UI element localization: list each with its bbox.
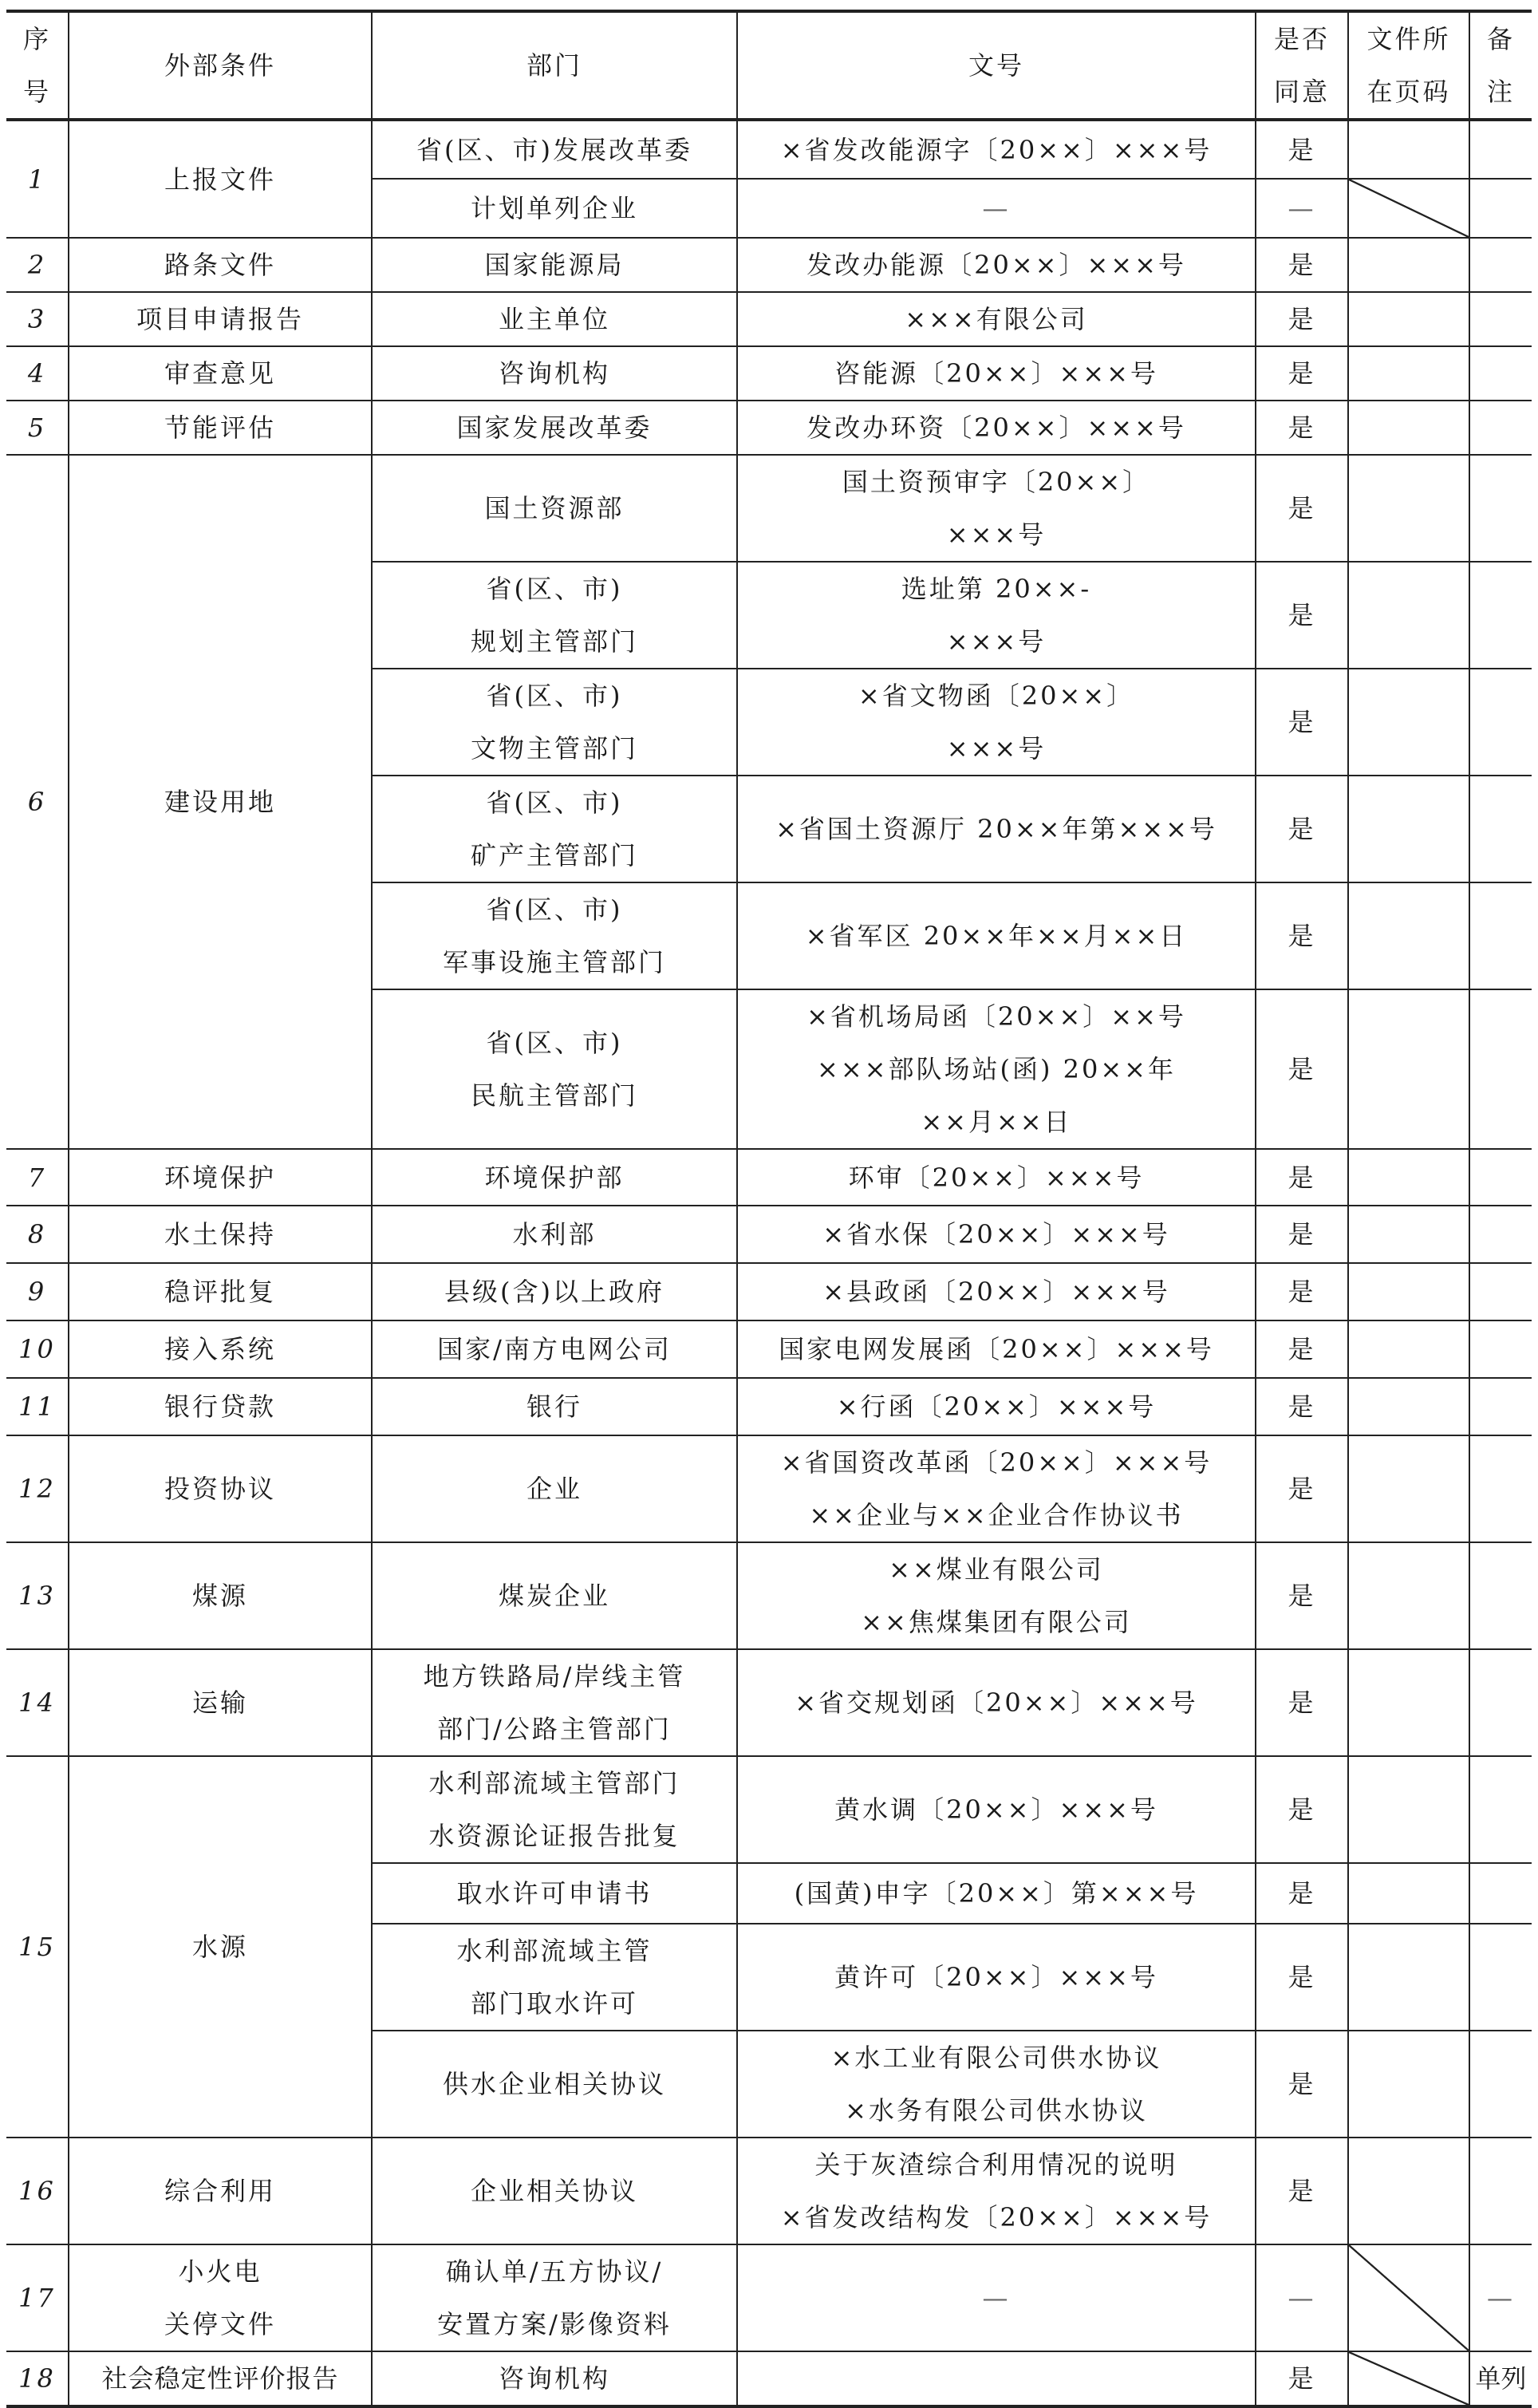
page-number-diagonal [1348, 2244, 1469, 2351]
header-remarks: 备注 [1469, 11, 1532, 120]
agreed: 是 [1256, 1435, 1348, 1542]
external-condition: 建设用地 [69, 455, 372, 1149]
remarks [1469, 1435, 1532, 1542]
table-row [6, 292, 1532, 346]
external-condition: 煤源 [69, 1542, 372, 1649]
agreed: 是 [1256, 1320, 1348, 1378]
external-condition: 水源 [69, 1756, 372, 2138]
table-row [6, 1435, 1532, 1542]
agreed: 是 [1256, 401, 1348, 455]
agreed: 是 [1256, 238, 1348, 292]
document-number: ×省交规划函〔20××〕×××号 [737, 1649, 1256, 1756]
remarks [1469, 562, 1532, 669]
page-number [1348, 120, 1469, 179]
agreed: 是 [1256, 989, 1348, 1149]
page-number [1348, 2031, 1469, 2138]
external-condition: 运输 [69, 1649, 372, 1756]
remarks [1469, 1756, 1532, 1863]
agreed: 是 [1256, 1263, 1348, 1320]
document-number: 发改办能源〔20××〕×××号 [737, 238, 1256, 292]
document-number: 国家电网发展函〔20××〕×××号 [737, 1320, 1256, 1378]
document-number: — [737, 179, 1256, 238]
document-number: ×县政函〔20××〕×××号 [737, 1263, 1256, 1320]
table-row [6, 1320, 1532, 1378]
row-index: 1 [6, 120, 69, 238]
page-number [1348, 1149, 1469, 1206]
external-condition: 路条文件 [69, 238, 372, 292]
document-number: ×省发改能源字〔20××〕×××号 [737, 120, 1256, 179]
external-condition: 小火电 关停文件 [69, 2244, 372, 2351]
remarks: 单列 [1469, 2351, 1532, 2406]
remarks [1469, 1206, 1532, 1263]
agreed: — [1256, 179, 1348, 238]
page-number-diagonal [1348, 179, 1469, 238]
department: 省(区、市)发展改革委 [372, 120, 737, 179]
row-index: 12 [6, 1435, 69, 1542]
remarks [1469, 1263, 1532, 1320]
document-number: — [737, 2244, 1256, 2351]
header-row [6, 11, 1532, 120]
department: 国家能源局 [372, 238, 737, 292]
department: 省(区、市) 文物主管部门 [372, 669, 737, 776]
row-index: 11 [6, 1378, 69, 1435]
remarks [1469, 292, 1532, 346]
department: 水利部流域主管部门 水资源论证报告批复 [372, 1756, 737, 1863]
agreed: 是 [1256, 1756, 1348, 1863]
document-number: ××煤业有限公司 ××焦煤集团有限公司 [737, 1542, 1256, 1649]
document-number: ×省军区 20××年××月××日 [737, 882, 1256, 989]
document-number: ×××有限公司 [737, 292, 1256, 346]
external-condition: 环境保护 [69, 1149, 372, 1206]
external-condition: 综合利用 [69, 2138, 372, 2244]
department: 省(区、市) 规划主管部门 [372, 562, 737, 669]
page-number [1348, 292, 1469, 346]
agreed: 是 [1256, 346, 1348, 401]
agreed: 是 [1256, 292, 1348, 346]
department: 国家发展改革委 [372, 401, 737, 455]
document-number: 发改办环资〔20××〕×××号 [737, 401, 1256, 455]
agreed: 是 [1256, 1206, 1348, 1263]
remarks [1469, 455, 1532, 562]
department: 确认单/五方协议/ 安置方案/影像资料 [372, 2244, 737, 2351]
agreed: 是 [1256, 2138, 1348, 2244]
row-index: 17 [6, 2244, 69, 2351]
page-number [1348, 669, 1469, 776]
page-number-diagonal [1348, 2351, 1469, 2406]
document-number [737, 2351, 1256, 2406]
department: 地方铁路局/岸线主管 部门/公路主管部门 [372, 1649, 737, 1756]
row-index: 15 [6, 1756, 69, 2138]
remarks [1469, 179, 1532, 238]
remarks [1469, 989, 1532, 1149]
agreed: 是 [1256, 120, 1348, 179]
page-number [1348, 989, 1469, 1149]
page-number [1348, 1924, 1469, 2031]
row-index: 6 [6, 455, 69, 1149]
external-condition: 项目申请报告 [69, 292, 372, 346]
table-row [6, 238, 1532, 292]
row-index: 18 [6, 2351, 69, 2406]
document-number: ×省文物函〔20××〕 ×××号 [737, 669, 1256, 776]
header-agreed: 是否 同意 [1256, 11, 1348, 120]
row-index: 9 [6, 1263, 69, 1320]
remarks [1469, 238, 1532, 292]
external-condition: 银行贷款 [69, 1378, 372, 1435]
document-number: 环审〔20××〕×××号 [737, 1149, 1256, 1206]
page-number [1348, 1649, 1469, 1756]
row-index: 13 [6, 1542, 69, 1649]
row-index: 7 [6, 1149, 69, 1206]
remarks [1469, 1542, 1532, 1649]
table-row [6, 120, 1532, 179]
header-page-number: 文件所 在页码 [1348, 11, 1469, 120]
department: 计划单列企业 [372, 179, 737, 238]
page-number [1348, 1542, 1469, 1649]
department: 银行 [372, 1378, 737, 1435]
department: 企业 [372, 1435, 737, 1542]
agreed: 是 [1256, 2031, 1348, 2138]
row-index: 10 [6, 1320, 69, 1378]
table-row [6, 1263, 1532, 1320]
table-row [6, 1149, 1532, 1206]
table-row [6, 1378, 1532, 1435]
table-row [6, 401, 1532, 455]
row-index: 2 [6, 238, 69, 292]
page-number [1348, 776, 1469, 882]
department: 水利部流域主管 部门取水许可 [372, 1924, 737, 2031]
remarks [1469, 882, 1532, 989]
page-number [1348, 2138, 1469, 2244]
agreed: 是 [1256, 882, 1348, 989]
page-number [1348, 882, 1469, 989]
document-page [6, 10, 1532, 2408]
external-condition: 上报文件 [69, 120, 372, 238]
external-condition: 接入系统 [69, 1320, 372, 1378]
document-number: 关于灰渣综合利用情况的说明 ×省发改结构发〔20××〕×××号 [737, 2138, 1256, 2244]
document-number: ×省机场局函〔20××〕××号 ×××部队场站(函) 20××年 ××月××日 [737, 989, 1256, 1149]
department: 国家/南方电网公司 [372, 1320, 737, 1378]
department: 国土资源部 [372, 455, 737, 562]
document-number: ×行函〔20××〕×××号 [737, 1378, 1256, 1435]
department: 取水许可申请书 [372, 1863, 737, 1924]
page-number [1348, 562, 1469, 669]
document-number: 咨能源〔20××〕×××号 [737, 346, 1256, 401]
remarks [1469, 401, 1532, 455]
agreed: 是 [1256, 1649, 1348, 1756]
row-index: 5 [6, 401, 69, 455]
page-number [1348, 346, 1469, 401]
row-index: 16 [6, 2138, 69, 2244]
department: 煤炭企业 [372, 1542, 737, 1649]
document-number: 国土资预审字〔20××〕 ×××号 [737, 455, 1256, 562]
table-row [6, 1542, 1532, 1649]
document-number: ×省水保〔20××〕×××号 [737, 1206, 1256, 1263]
remarks: — [1469, 2244, 1532, 2351]
department: 省(区、市) 矿产主管部门 [372, 776, 737, 882]
agreed: 是 [1256, 1378, 1348, 1435]
remarks [1469, 2031, 1532, 2138]
page-number [1348, 238, 1469, 292]
header-department: 部门 [372, 11, 737, 120]
remarks [1469, 1924, 1532, 2031]
remarks [1469, 120, 1532, 179]
department: 业主单位 [372, 292, 737, 346]
table-row [6, 1649, 1532, 1756]
table-row [6, 2138, 1532, 2244]
header-document-number: 文号 [737, 11, 1256, 120]
table-row [6, 346, 1532, 401]
page-number [1348, 1435, 1469, 1542]
page-number [1348, 1263, 1469, 1320]
row-index: 14 [6, 1649, 69, 1756]
page-number [1348, 1378, 1469, 1435]
agreed: 是 [1256, 1542, 1348, 1649]
document-number: 选址第 20××- ×××号 [737, 562, 1256, 669]
department: 咨询机构 [372, 2351, 737, 2406]
external-condition: 审查意见 [69, 346, 372, 401]
agreed: 是 [1256, 562, 1348, 669]
page-number [1348, 455, 1469, 562]
page-number [1348, 1320, 1469, 1378]
table-row [6, 1206, 1532, 1263]
external-condition: 稳评批复 [69, 1263, 372, 1320]
page-number [1348, 1863, 1469, 1924]
approval-documents-table [6, 10, 1532, 2408]
external-condition: 社会稳定性评价报告 [69, 2351, 372, 2406]
remarks [1469, 1378, 1532, 1435]
remarks [1469, 669, 1532, 776]
agreed: 是 [1256, 2351, 1348, 2406]
department: 省(区、市) 民航主管部门 [372, 989, 737, 1149]
department: 供水企业相关协议 [372, 2031, 737, 2138]
agreed: 是 [1256, 1149, 1348, 1206]
agreed: 是 [1256, 1924, 1348, 2031]
table-row [6, 455, 1532, 562]
document-number: ×水工业有限公司供水协议 ×水务有限公司供水协议 [737, 2031, 1256, 2138]
department: 咨询机构 [372, 346, 737, 401]
external-condition: 节能评估 [69, 401, 372, 455]
document-number: ×省国资改革函〔20××〕×××号 ××企业与××企业合作协议书 [737, 1435, 1256, 1542]
department: 水利部 [372, 1206, 737, 1263]
agreed: 是 [1256, 669, 1348, 776]
table-row [6, 2244, 1532, 2351]
remarks [1469, 1649, 1532, 1756]
remarks [1469, 346, 1532, 401]
agreed: 是 [1256, 1863, 1348, 1924]
row-index: 8 [6, 1206, 69, 1263]
external-condition: 投资协议 [69, 1435, 372, 1542]
document-number: (国黄)申字〔20××〕第×××号 [737, 1863, 1256, 1924]
table-row [6, 2351, 1532, 2406]
header-external-condition: 外部条件 [69, 11, 372, 120]
remarks [1469, 1320, 1532, 1378]
department: 县级(含)以上政府 [372, 1263, 737, 1320]
department: 企业相关协议 [372, 2138, 737, 2244]
agreed: 是 [1256, 776, 1348, 882]
agreed: — [1256, 2244, 1348, 2351]
document-number: 黄许可〔20××〕×××号 [737, 1924, 1256, 2031]
document-number: 黄水调〔20××〕×××号 [737, 1756, 1256, 1863]
row-index: 3 [6, 292, 69, 346]
table-row [6, 1756, 1532, 1863]
page-number [1348, 1756, 1469, 1863]
remarks [1469, 776, 1532, 882]
department: 省(区、市) 军事设施主管部门 [372, 882, 737, 989]
document-number: ×省国土资源厅 20××年第×××号 [737, 776, 1256, 882]
page-number [1348, 401, 1469, 455]
agreed: 是 [1256, 455, 1348, 562]
remarks [1469, 1863, 1532, 1924]
remarks [1469, 2138, 1532, 2244]
remarks [1469, 1149, 1532, 1206]
page-number [1348, 1206, 1469, 1263]
row-index: 4 [6, 346, 69, 401]
external-condition: 水土保持 [69, 1206, 372, 1263]
header-index: 序号 [6, 11, 69, 120]
department: 环境保护部 [372, 1149, 737, 1206]
